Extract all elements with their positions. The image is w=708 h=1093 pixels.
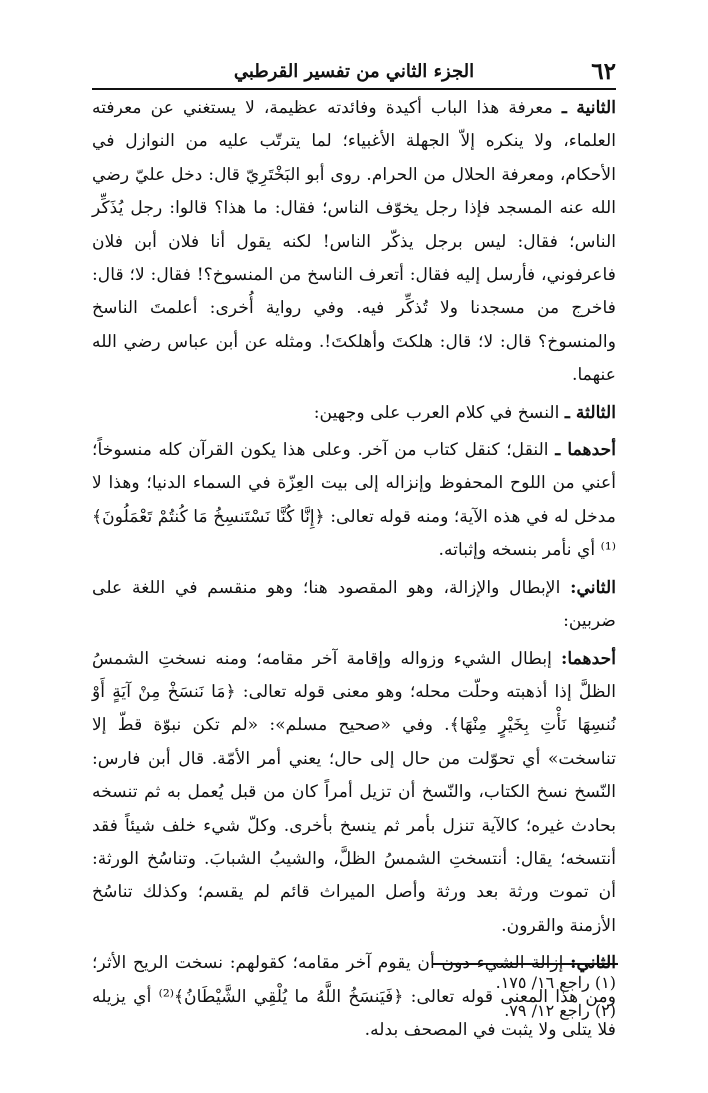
paragraph-lead: الثالثة ـ <box>564 402 616 423</box>
paragraph-lead: أحدهما: <box>560 648 616 669</box>
paragraph-lead: أحدهما ـ <box>555 440 616 461</box>
paragraph-first-type <box>92 643 616 944</box>
paragraph-text: الإبطال والإزالة، وهو المقصود هنا؛ وهو منقسم في اللغة على ضربين: <box>92 577 616 632</box>
paragraph-third-point <box>92 397 616 430</box>
paragraph-second-meaning <box>92 572 616 639</box>
footnote-1: (١) راجع ١٦/ ١٧٥. <box>495 973 616 992</box>
page-number: ٦٢ <box>591 58 616 85</box>
paragraph-text: إزالة الشيء دون أن يقوم آخر مقامه؛ كقولهم: نسخت الريح الأثر؛ ومن هذا المعنى قوله تعالى: ﴿فَيَنسَخُ اللَّهُ ما يُلْقِي الشَّيْطَانُ﴾⁽²⁾ أي يزيله فلا يتلى ولا يثبت في المصحف بدله. <box>92 953 616 1040</box>
footnote-2: (٢) راجع ١٢/ ٧٩. <box>504 1001 616 1020</box>
running-title: الجزء الثاني من تفسير القرطبي <box>233 61 475 82</box>
paragraph-first-meaning <box>92 434 616 568</box>
footnotes-divider <box>432 963 618 965</box>
paragraph-text: النقل؛ كنقل كتاب من آخر. وعلى هذا يكون القرآن كله منسوخاً؛ أعني من اللوح المحفوظ وإنزاله إلى بيت العِزّة في السماء الدنيا؛ وهذا لا مدخل له في هذه الآية؛ ومنه قوله تعالى: ﴿إِنَّا كُنَّا نَسْتَنسِخُ مَا كُنتُمْ تَعْمَلُونَ﴾⁽¹⁾ أي نأمر بنسخه وإثباته. <box>92 440 616 561</box>
paragraph-lead: الثاني: <box>570 577 616 598</box>
running-header <box>92 56 616 90</box>
footnotes <box>92 969 616 1025</box>
paragraph-text: معرفة هذا الباب أكيدة وفائدته عظيمة، لا يستغني عن معرفته العلماء، ولا ينكره إلاّ الجهلة الأغبياء؛ لما يترتّب عليه من النوازل في الأحكام، ومعرفة الحلال من الحرام. روى أبو البَخْتَرِيّ قال: دخل عليّ رضي الله عنه المسجد فإذا رجل يخوّف الناس؛ فقال: ما هذا؟ قالوا: رجل يُذَكِّر الناس؛ فقال: ليس برجل يذكّر الناس! لكنه يقول أنا فلان أبن فلان فاعرفوني، فأرسل إليه فقال: أتعرف الناسخ من المنسوخ؟! فقال: لا؛ قال: فاخرج من مسجدنا ولا تُذكِّر فيه. وفي رواية أُخرى: أعلمتَ الناسخ والمنسوخ؟ قال: لا؛ قال: هلكتَ وأهلكتَ!. ومثله عن أبن عباس رضي الله عنهما. <box>92 98 616 386</box>
main-text <box>92 92 616 1047</box>
paragraph-lead: الثانية ـ <box>561 98 616 118</box>
paragraph-second-point <box>92 92 616 393</box>
paragraph-lead: الثاني: <box>570 953 616 974</box>
paragraph-text: النسخ في كلام العرب على وجهين: <box>313 402 565 423</box>
paragraph-text: إبطال الشيء وزواله وإقامة آخر مقامه؛ ومنه نسختِ الشمسُ الظلَّ إذا أذهبته وحلّت محله؛ وهو معنى قوله تعالى: ﴿مَا نَنسَخْ مِنْ آيَةٍ أَوْ نُنسِهَا نَأْتِ بِخَيْرٍ مِنْهَا﴾. وفي «صحيح مسلم»: «لم تكن نبوّة قطّ إلا تناسخت» أي تحوّلت من حال إلى حال؛ يعني أمر الأمّة. قال أبن فارس: النّسخ نسخ الكتاب، والنّسخ أن تزيل أمراً كان من قبل يُعمل به ثم تنسخه بحادث غيره؛ كالآية تنزل بأمر ثم ينسخ بأخرى. وكلّ شيء خلف شيئاً فقد أنتسخه؛ يقال: أنتسختِ الشمسُ الظلَّ، والشيبُ الشبابَ. وتناسُخ الورثة: أن تموت ورثة بعد ورثة وأصل الميراث قائم لم يقسم؛ وكذلك تناسُخ الأزمنة والقرون. <box>92 648 616 936</box>
